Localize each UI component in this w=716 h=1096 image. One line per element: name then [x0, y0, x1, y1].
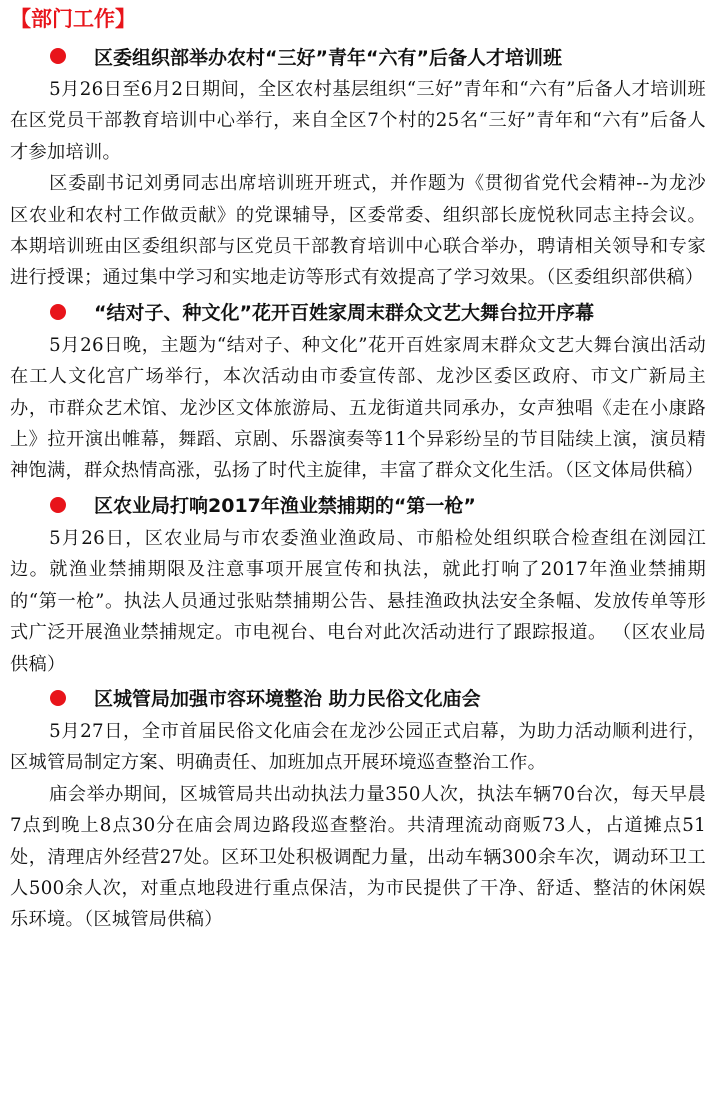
article-paragraph: 庙会举办期间，区城管局共出动执法力量350人次，执法车辆70台次，每天早晨7点到晚上8点30分在庙会周边路段巡查整治。共清理流动商贩73人，占道摊点51处，清理店外经营27处。区环卫处积极调配力量，出动车辆300余车次，调动环卫工人500余人次，对重点地段进行重点保洁，为市民提供了干净、舒适、整洁的休闲娱乐环境。（区城管局供稿）: [10, 783, 706, 931]
article-2: [10, 294, 706, 487]
article-paragraph: 5月26日，区农业局与市农委渔业渔政局、市船检处组织联合检查组在浏园江边。就渔业禁捕期限及注意事项开展宣传和执法，就此打响了2017年渔业禁捕期的“第一枪”。执法人员通过张贴禁捕期公告、悬挂渔政执法安全条幅、发放传单等形式广泛开展渔业禁捕规定。市电视台、电台对此次活动进行了跟踪报道。 （区农业局供稿）: [10, 527, 706, 675]
section-title: 【部门工作】: [10, 7, 136, 31]
headline-text: 区农业局打响2017年渔业禁捕期的“第一枪”: [94, 495, 476, 518]
article-4: [10, 680, 706, 936]
red-bullet-icon: [50, 497, 66, 513]
article-headline: [50, 294, 706, 330]
article-paragraph: 5月26日晚，主题为“结对子、种文化”花开百姓家周末群众文艺大舞台演出活动在工人文化宫广场举行，本次活动由市委宣传部、龙沙区委区政府、市文广新局主办，市群众艺术馆、龙沙区文体旅游局、五龙街道共同承办，女声独唱《走在小康路上》拉开演出帷幕，舞蹈、京剧、乐器演奏等11个异彩纷呈的节目陆续上演，演员精神饱满，群众热情高涨，弘扬了时代主旋律，丰富了群众文化生活。（区文体局供稿）: [10, 334, 706, 482]
article-3: [10, 487, 706, 680]
headline-text: 区城管局加强市容环境整治 助力民俗文化庙会: [94, 688, 481, 711]
article-paragraph: 区委副书记刘勇同志出席培训班开班式，并作题为《贯彻省党代会精神--为龙沙区农业和农村工作做贡献》的党课辅导，区委常委、组织部长庞悦秋同志主持会议。本期培训班由区委组织部与区党员干部教育培训中心联合举办，聘请相关领导和专家进行授课；通过集中学习和实地走访等形式有效提高了学习效果。（区委组织部供稿）: [10, 173, 706, 289]
article-headline: [50, 38, 706, 74]
article-1: [10, 38, 706, 294]
headline-text: 区委组织部举办农村“三好”青年“六有”后备人才培训班: [94, 46, 562, 69]
red-bullet-icon: [50, 690, 66, 706]
headline-text: “结对子、种文化”花开百姓家周末群众文艺大舞台拉开序幕: [94, 302, 594, 325]
article-paragraph: 5月26日至6月2日期间，全区农村基层组织“三好”青年和“六有”后备人才培训班在区党员干部教育培训中心举行，来自全区7个村的25名“三好”青年和“六有”后备人才参加培训。: [10, 79, 706, 163]
article-paragraph: 5月27日，全市首届民俗文化庙会在龙沙公园正式启幕，为助力活动顺利进行，区城管局制定方案、明确责任、加班加点开展环境巡查整治工作。: [10, 720, 706, 774]
article-headline: [50, 680, 706, 716]
red-bullet-icon: [50, 304, 66, 320]
article-headline: [50, 487, 706, 523]
red-bullet-icon: [50, 48, 66, 64]
